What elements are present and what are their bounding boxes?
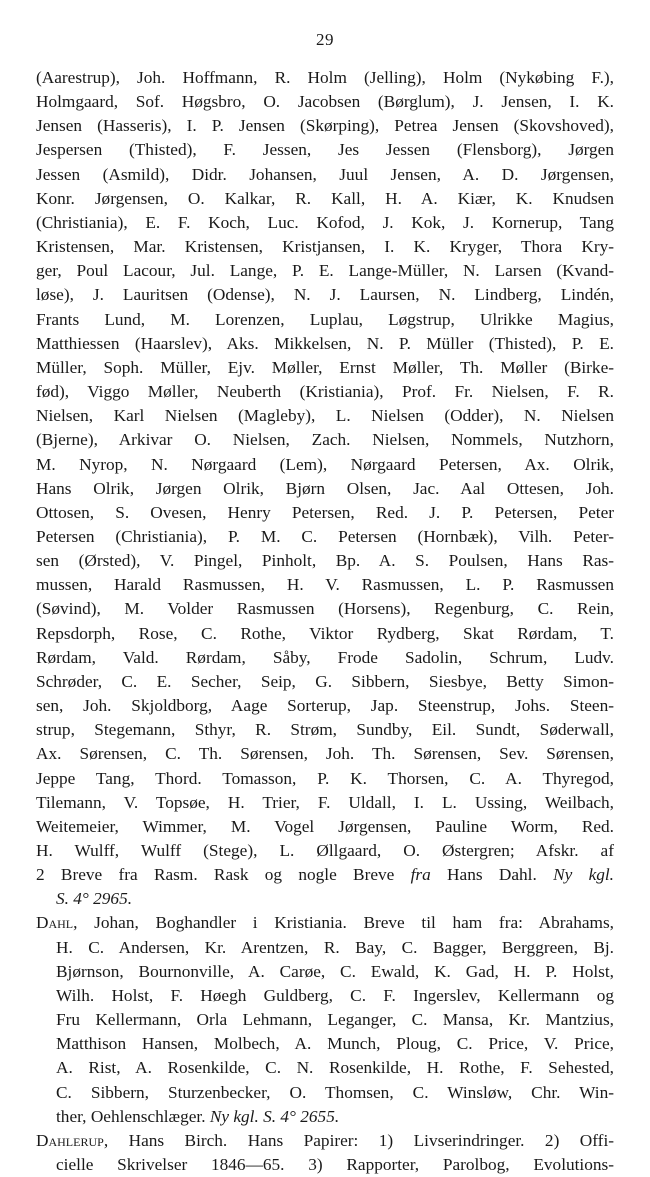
line-text: ther, Oehlenschlæger.: [56, 1106, 210, 1126]
line-text: Jensen (Hasseris), I. P. Jensen (Skørping), Petrea Jensen (Skovshoved),: [36, 116, 614, 136]
line-text: Fru Kellermann, Orla Lehmann, Leganger, C. Mansa, Kr. Mantzius,: [56, 1010, 614, 1030]
italic-text: S. 4° 2965.: [56, 889, 133, 909]
text-line: [36, 356, 614, 380]
text-line: [36, 1153, 614, 1177]
line-text: (Søvind), M. Volder Rasmussen (Horsens), Regenburg, C. Rein,: [36, 599, 614, 619]
line-text: Holmgaard, Sof. Høgsbro, O. Jacobsen (Børglum), J. Jensen, I. K.: [36, 92, 614, 112]
line-text: Rørdam, Vald. Rørdam, Såby, Frode Sadolin, Schrum, Ludv.: [36, 647, 614, 667]
text-line: [36, 767, 614, 791]
text-line: [36, 501, 614, 525]
line-text: ger, Poul Lacour, Jul. Lange, P. E. Lange-Müller, N. Larsen (Kvand-: [36, 261, 614, 281]
line-text: Repsdorph, Rose, C. Rothe, Viktor Rydberg, Skat Rørdam, T.: [36, 623, 614, 643]
line-text: Petersen (Christiania), P. M. C. Petersen (Hornbæk), Vilh. Peter-: [36, 526, 614, 546]
line-text: Matthison Hansen, Molbech, A. Munch, Ploug, C. Price, V. Price,: [56, 1034, 614, 1054]
text-line: [36, 428, 614, 452]
text-line: [36, 308, 614, 332]
text-line: [36, 235, 614, 259]
line-text: (Christiania), E. F. Koch, Luc. Kofod, J. Kok, J. Kornerup, Tang: [36, 212, 614, 232]
text-line: [36, 404, 614, 428]
line-text: (Bjerne), Arkivar O. Nielsen, Zach. Nielsen, Nommels, Nutzhorn,: [36, 430, 614, 450]
entry-heading-line: [36, 911, 614, 935]
text-line: [36, 718, 614, 742]
line-text: Wilh. Holst, F. Høegh Guldberg, C. F. Ingerslev, Kellermann og: [56, 985, 614, 1005]
text-line: [36, 549, 614, 573]
line-text: Schrøder, C. E. Secher, Seip, G. Sibbern, Siesbye, Betty Simon-: [36, 671, 614, 691]
line-text: Bjørnson, Bournonville, A. Carøe, C. Ewald, K. Gad, H. P. Holst,: [56, 961, 614, 981]
text-line: [36, 163, 614, 187]
entry-headword: Dahlerup: [36, 1130, 104, 1150]
line-text: cielle Skrivelser 1846—65. 3) Rapporter, Parolbog, Evolutions-: [56, 1155, 614, 1175]
text-line: [36, 1008, 614, 1032]
text-line: [36, 670, 614, 694]
line-text: Ottosen, S. Ovesen, Henry Petersen, Red. J. P. Petersen, Peter: [36, 502, 614, 522]
text-line: [36, 984, 614, 1008]
line-text: Hans Dahl.: [430, 865, 554, 885]
line-text: Kristensen, Mar. Kristensen, Kristjansen, I. K. Kryger, Thora Kry-: [36, 237, 614, 257]
text-line: [36, 283, 614, 307]
line-text: 2 Breve fra Rasm. Rask og nogle Breve: [36, 865, 411, 885]
line-text: sen (Ørsted), V. Pingel, Pinholt, Bp. A. S. Poulsen, Hans Ras-: [36, 551, 614, 571]
text-line: [36, 839, 614, 863]
line-text: løse), J. Lauritsen (Odense), N. J. Laursen, N. Lindberg, Lindén,: [36, 285, 614, 305]
text-line: [36, 259, 614, 283]
text-line: [36, 791, 614, 815]
line-text: H. C. Andersen, Kr. Arentzen, R. Bay, C. Bagger, Berggreen, Bj.: [56, 937, 614, 957]
line-text: Konr. Jørgensen, O. Kalkar, R. Kall, H. A. Kiær, K. Knudsen: [36, 188, 614, 208]
line-text: Nielsen, Karl Nielsen (Magleby), L. Nielsen (Odder), N. Nielsen: [36, 406, 614, 426]
line-text: sen, Joh. Skjoldborg, Aage Sorterup, Jap. Steenstrup, Johs. Steen-: [36, 696, 614, 716]
text-line: [36, 187, 614, 211]
text-line: [36, 936, 614, 960]
text-line: [36, 211, 614, 235]
text-line: [36, 573, 614, 597]
text-line: [36, 863, 614, 887]
text-line: [36, 66, 614, 90]
entry-heading-line: [36, 1129, 614, 1153]
line-text: C. Sibbern, Sturzenbecker, O. Thomsen, C. Winsløw, Chr. Win-: [56, 1082, 614, 1102]
text-line: [36, 453, 614, 477]
text-line: [36, 622, 614, 646]
line-text: mussen, Harald Rasmussen, H. V. Rasmussen, L. P. Rasmussen: [36, 575, 614, 595]
entry-headword: Dahl: [36, 913, 74, 933]
text-line: [36, 380, 614, 404]
italic-text: fra: [410, 865, 431, 885]
page-number: 29: [316, 30, 334, 49]
line-text: strup, Stegemann, Sthyr, R. Strøm, Sundby, Eil. Sundt, Søderwall,: [36, 720, 614, 740]
text-line: [36, 332, 614, 356]
text-line: [36, 90, 614, 114]
line-text: Hans Olrik, Jørgen Olrik, Bjørn Olsen, Jac. Aal Ottesen, Joh.: [36, 478, 614, 498]
italic-text: Ny kgl. S. 4° 2655.: [209, 1106, 340, 1126]
line-text: M. Nyrop, N. Nørgaard (Lem), Nørgaard Petersen, Ax. Olrik,: [36, 454, 614, 474]
line-text: Jespersen (Thisted), F. Jessen, Jes Jessen (Flensborg), Jørgen: [36, 140, 614, 160]
text-line: [36, 138, 614, 162]
text-line: [36, 597, 614, 621]
text-line: [36, 1056, 614, 1080]
text-line: [36, 1081, 614, 1105]
text-line: [36, 887, 614, 911]
text-line: [36, 646, 614, 670]
line-text: Frants Lund, M. Lorenzen, Luplau, Løgstrup, Ulrikke Magius,: [36, 309, 614, 329]
line-text: Tilemann, V. Topsøe, H. Trier, F. Uldall, I. L. Ussing, Weilbach,: [36, 792, 614, 812]
line-text: Weitemeier, Wimmer, M. Vogel Jørgensen, Pauline Worm, Red.: [36, 816, 614, 836]
line-text: Jessen (Asmild), Didr. Johansen, Juul Jensen, A. D. Jørgensen,: [36, 164, 614, 184]
line-text: , Johan, Boghandler i Kristiania. Breve til ham fra: Abrahams,: [73, 913, 614, 933]
text-line: [36, 1105, 614, 1129]
body-text: [36, 66, 614, 1177]
line-text: fød), Viggo Møller, Neuberth (Kristiania), Prof. Fr. Nielsen, F. R.: [36, 382, 614, 402]
text-line: [36, 1032, 614, 1056]
text-line: [36, 477, 614, 501]
text-line: [36, 742, 614, 766]
line-text: H. Wulff, Wulff (Stege), L. Øllgaard, O. Østergren; Afskr. af: [36, 841, 614, 860]
line-text: Ax. Sørensen, C. Th. Sørensen, Joh. Th. Sørensen, Sev. Sørensen,: [36, 744, 614, 764]
line-text: A. Rist, A. Rosenkilde, C. N. Rosenkilde, H. Rothe, F. Sehested,: [56, 1058, 614, 1078]
line-text: Matthiessen (Haarslev), Aks. Mikkelsen, N. P. Müller (Thisted), P. E.: [36, 333, 614, 353]
italic-text: Ny kgl.: [553, 865, 614, 885]
text-line: [36, 525, 614, 549]
text-line: [36, 694, 614, 718]
line-text: , Hans Birch. Hans Papirer: 1) Livserindringer. 2) Offi-: [103, 1130, 614, 1150]
text-line: [36, 815, 614, 839]
text-line: [36, 960, 614, 984]
line-text: (Aarestrup), Joh. Hoffmann, R. Holm (Jelling), Holm (Nykøbing F.),: [36, 68, 614, 87]
line-text: Jeppe Tang, Thord. Tomasson, P. K. Thorsen, C. A. Thyregod,: [36, 768, 614, 788]
line-text: Müller, Soph. Müller, Ejv. Møller, Ernst Møller, Th. Møller (Birke-: [36, 357, 614, 377]
text-line: [36, 114, 614, 138]
